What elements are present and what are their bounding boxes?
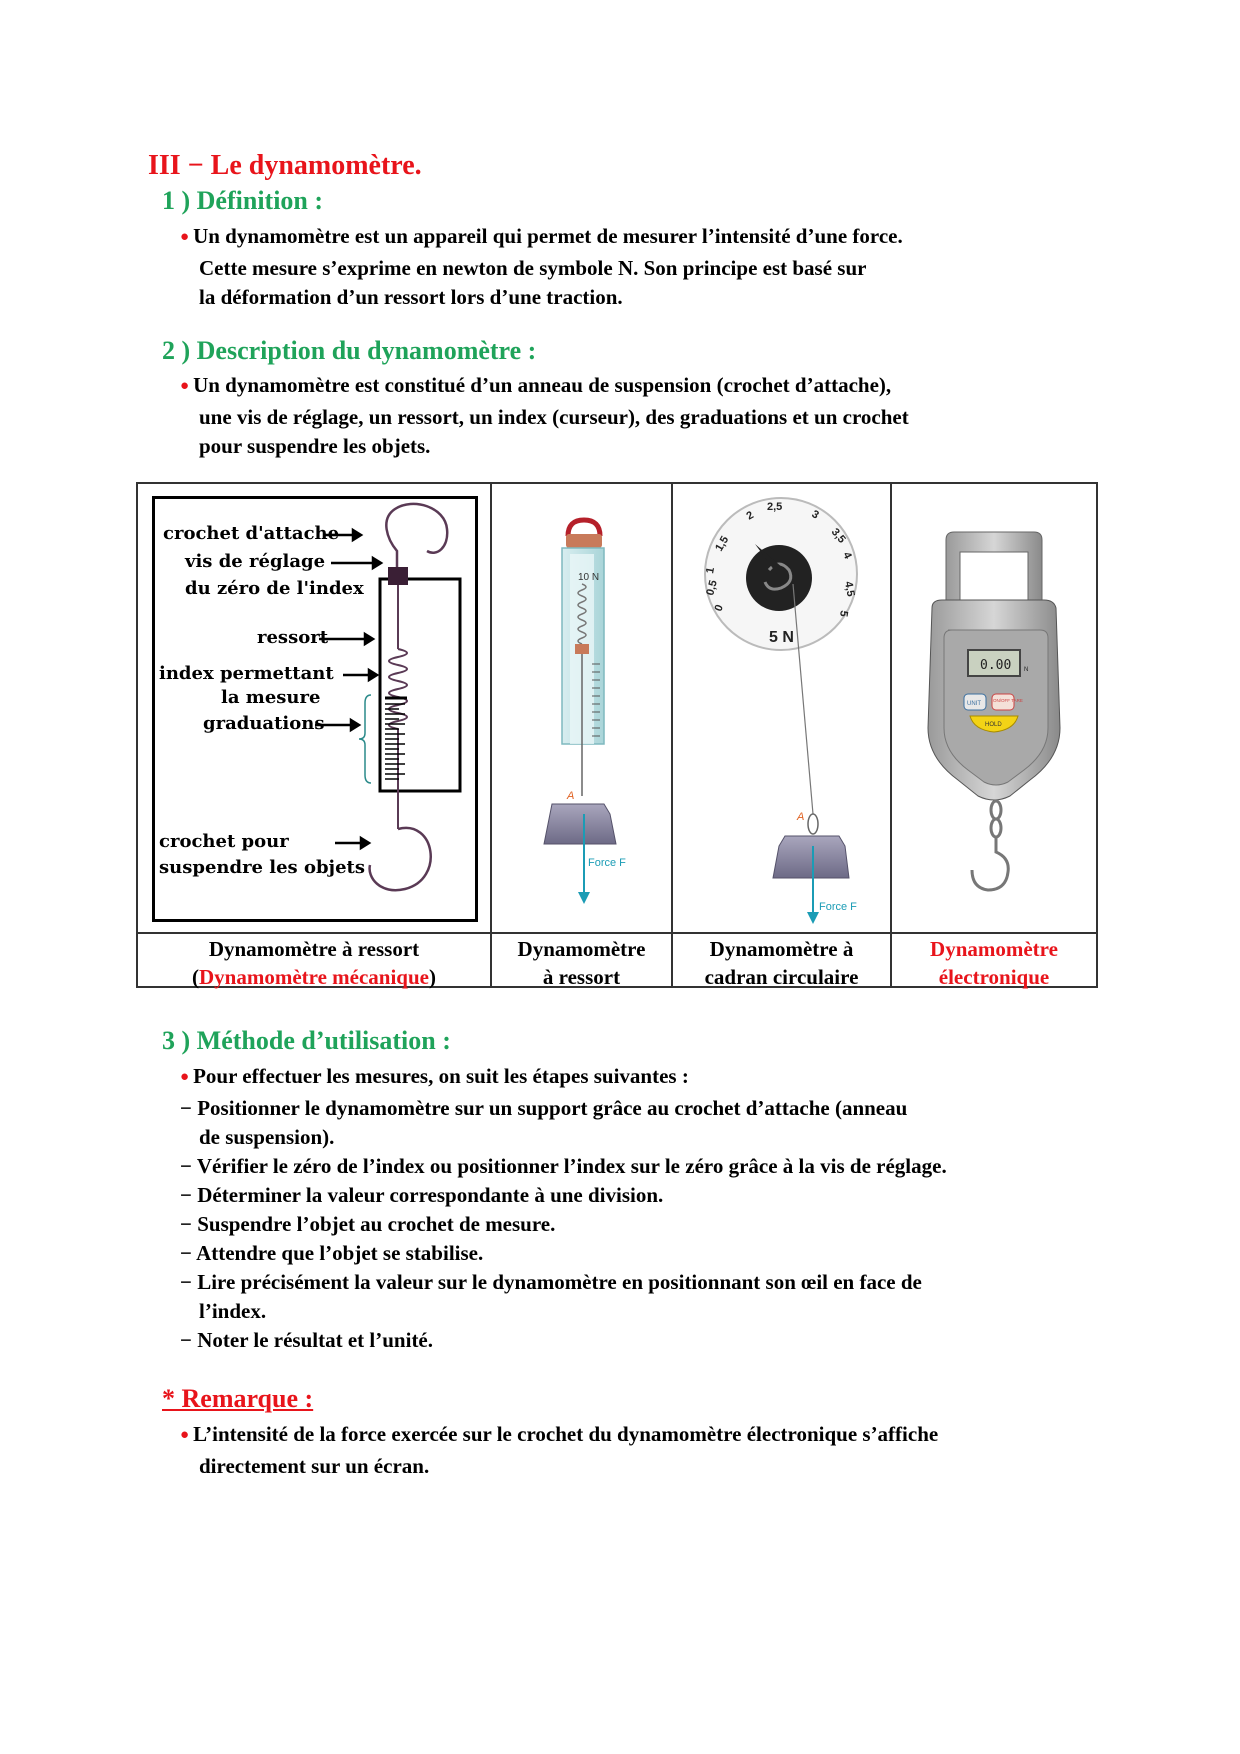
svg-text:ON/OFF TARE: ON/OFF TARE (993, 698, 1023, 703)
mechanical-dynamometer-diagram (152, 496, 478, 922)
svg-text:4: 4 (840, 550, 854, 561)
remark-paragraph (180, 1420, 938, 1481)
dial-center-icon (746, 545, 812, 611)
caption-line: Dynamomètre (930, 937, 1058, 961)
label-crochet-pour: crochet pour (159, 831, 289, 852)
definition-paragraph (180, 222, 903, 312)
svg-text:2,5: 2,5 (767, 501, 783, 513)
description-line-1: Un dynamomètre est constitué d’un anneau de suspension (crochet d’attache), (193, 373, 892, 397)
description-paragraph (180, 371, 909, 461)
dial-unit-label: 5 N (769, 629, 794, 646)
method-step: − Déterminer la valeur correspondante à une division. (180, 1183, 664, 1207)
svg-text:1: 1 (704, 566, 718, 575)
caption-dial (673, 935, 890, 987)
dynamometer-figure-table (136, 482, 1098, 988)
label-vis-zero: du zéro de l'index (185, 578, 364, 599)
method-list (180, 1062, 947, 1355)
spring-icon (389, 649, 407, 729)
label-index: index permettant (159, 663, 334, 684)
method-step: − Suspendre l’objet au crochet de mesure. (180, 1212, 556, 1236)
svg-text:0: 0 (712, 603, 726, 614)
definition-line-1: Un dynamomètre est un appareil qui permet de mesurer l’intensité d’une force. (193, 224, 903, 248)
caption-electronic (892, 935, 1096, 987)
caption-spring (492, 935, 671, 987)
caption-line: Dynamomètre à ressort (208, 937, 420, 961)
svg-text:UNIT: UNIT (967, 701, 981, 707)
definition-line-3: la déformation d’un ressort lors d’une traction. (199, 285, 623, 309)
remark-heading: * Remarque : (162, 1384, 314, 1413)
dial-scale-illustration (673, 484, 890, 930)
definition-heading: 1 ) Définition : (162, 186, 324, 215)
method-step: − Lire précisément la valeur sur le dynamomètre en positionnant son œil en face de (180, 1270, 922, 1294)
lcd-unit: N (1024, 667, 1029, 673)
remark-line-2: directement sur un écran. (199, 1454, 430, 1478)
svg-text:5: 5 (836, 609, 850, 618)
force-label: Force F (588, 857, 626, 869)
description-line-3: pour suspendre les objets. (199, 434, 431, 458)
section-title: III − Le dynamomètre. (148, 150, 422, 181)
caption-divider (138, 932, 1096, 934)
tube-top-value: 10 N (578, 572, 600, 583)
caption-line: à ressort (542, 965, 621, 989)
label-crochet-attache: crochet d'attache (163, 523, 340, 544)
svg-text:HOLD: HOLD (985, 722, 1002, 728)
method-step: − Vérifier le zéro de l’index ou positionner l’index sur le zéro grâce à la vis de réglage. (180, 1154, 947, 1178)
caption-line: (Dynamomètre mécanique) (192, 965, 436, 989)
svg-text:4,5: 4,5 (842, 580, 857, 598)
caption-line: électronique (938, 965, 1050, 989)
graduation-ticks (385, 704, 405, 779)
caption-mechanical (138, 935, 490, 987)
hook-ring-icon (808, 814, 818, 834)
mass-block-icon (544, 804, 616, 844)
label-suspendre-objets: suspendre les objets (159, 857, 365, 878)
point-a-label: A (797, 811, 805, 823)
definition-line-2: Cette mesure s’exprime en newton de symbole N. Son principe est basé sur (199, 256, 867, 280)
remark-line-1: L’intensité de la force exercée sur le crochet du dynamomètre électronique s’affiche (193, 1422, 939, 1446)
adjust-screw-icon (388, 567, 408, 585)
svg-text:0,5: 0,5 (704, 578, 720, 597)
graduation-brace (359, 695, 371, 783)
method-step: − Attendre que l’objet se stabilise. (180, 1241, 484, 1265)
caption-line: Dynamomètre à (709, 937, 854, 961)
caption-line: Dynamomètre (517, 937, 646, 961)
point-a-label: A (567, 790, 575, 802)
bullet-icon: ● (180, 229, 190, 245)
force-label: Force F (819, 901, 857, 913)
method-step: − Positionner le dynamomètre sur un support grâce au crochet d’attache (anneau (180, 1096, 908, 1120)
lcd-value: 0.00 (980, 658, 1012, 673)
svg-text:3: 3 (809, 508, 821, 522)
label-ressort: ressort (257, 627, 329, 648)
method-intro: Pour effectuer les mesures, on suit les étapes suivantes : (193, 1064, 689, 1088)
method-step-continued: l’index. (199, 1299, 267, 1323)
method-heading: 3 ) Méthode d’utilisation : (162, 1026, 451, 1055)
top-hook-icon (386, 504, 447, 573)
bottom-hook-icon (370, 828, 431, 890)
label-vis-reglage: vis de réglage (185, 551, 326, 572)
description-line-2: une vis de réglage, un ressort, un index (curseur), des graduations et un crochet (199, 405, 909, 429)
scale-handle-icon (946, 532, 1042, 604)
electronic-scale-illustration (892, 484, 1098, 930)
svg-text:1,5: 1,5 (713, 534, 732, 554)
caption-line: cadran circulaire (704, 965, 859, 989)
method-step-continued: de suspension). (199, 1125, 335, 1149)
description-heading: 2 ) Description du dynamomètre : (162, 336, 537, 365)
bullet-icon: ● (180, 1427, 190, 1443)
bullet-icon: ● (180, 1069, 190, 1085)
svg-text:2: 2 (744, 509, 756, 523)
method-step: − Noter le résultat et l’unité. (180, 1328, 434, 1352)
suspension-ring-icon (568, 520, 600, 536)
spring-scale-illustration (492, 484, 671, 930)
bullet-icon: ● (180, 378, 190, 394)
label-la-mesure: la mesure (221, 687, 321, 708)
svg-text:3,5: 3,5 (828, 526, 848, 546)
mass-block-icon (773, 836, 849, 878)
label-graduations: graduations (203, 713, 325, 734)
scale-hook-icon (972, 801, 1008, 890)
